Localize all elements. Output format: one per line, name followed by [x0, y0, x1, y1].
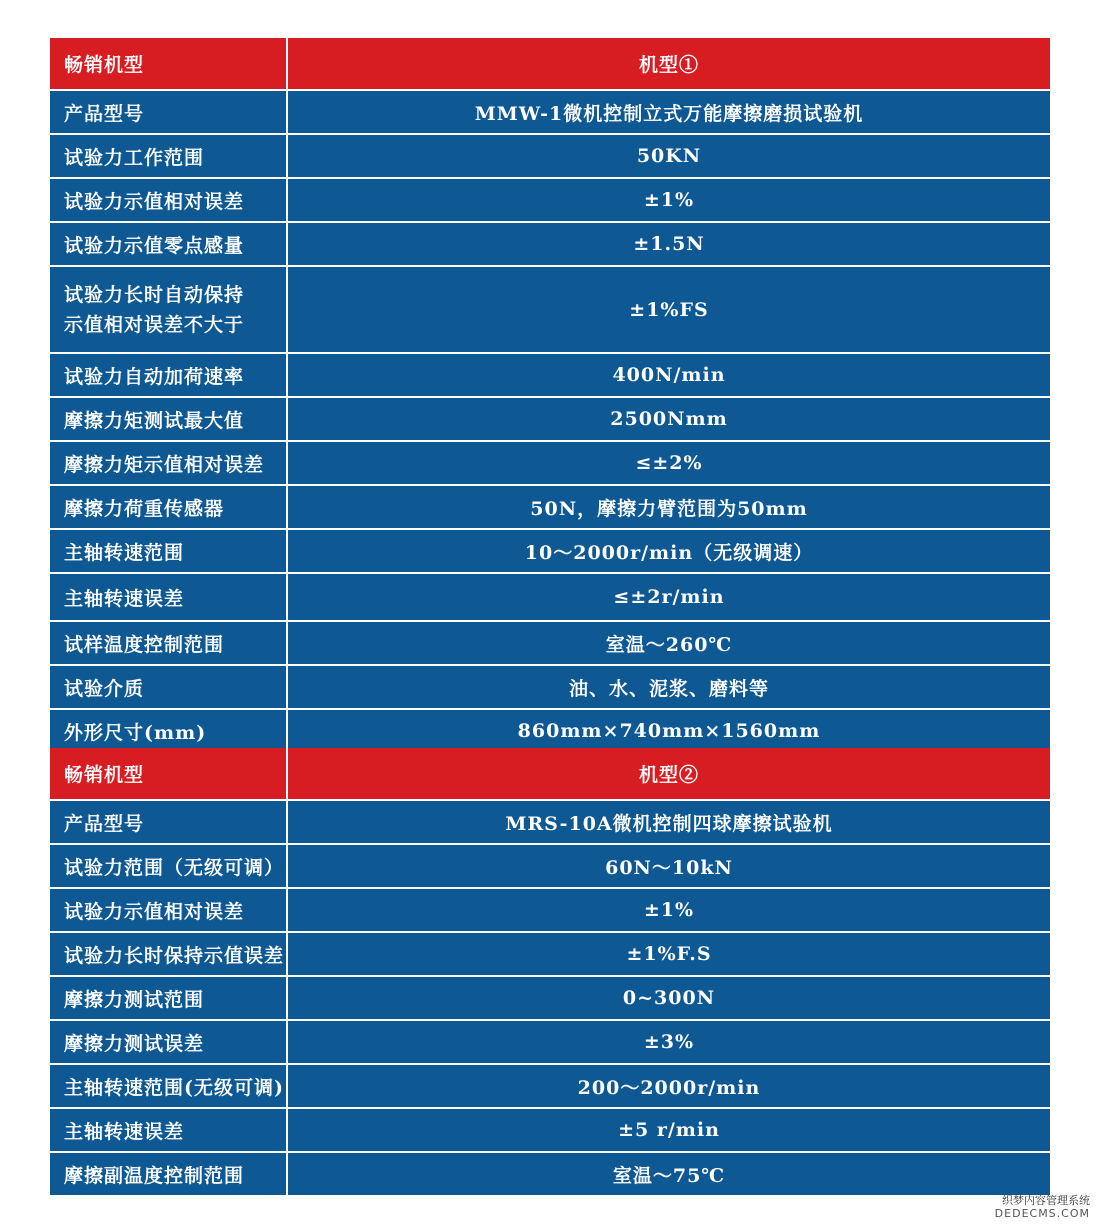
spec-value: 200～2000r/min: [288, 1065, 1050, 1109]
spec-value: 油、水、泥浆、磨料等: [288, 666, 1050, 710]
table-row: [50, 530, 1050, 574]
spec-value: ±1.5N: [288, 223, 1050, 267]
spec-value: ±3%: [288, 1021, 1050, 1065]
spec-table-body: [50, 38, 1050, 754]
header-model-title: 机型②: [288, 748, 1050, 801]
spec-label: 主轴转速范围: [50, 530, 288, 574]
spec-table-model-1: [50, 38, 1050, 754]
table-header-row: [50, 748, 1050, 801]
spec-label: 试验力工作范围: [50, 135, 288, 179]
spec-label: 试验力示值相对误差: [50, 889, 288, 933]
spec-label: 主轴转速误差: [50, 1109, 288, 1153]
table-row: [50, 135, 1050, 179]
table-row: [50, 91, 1050, 135]
table-row: [50, 223, 1050, 267]
table-row: [50, 666, 1050, 710]
spec-label: 摩擦力荷重传感器: [50, 486, 288, 530]
spec-value: 2500Nmm: [288, 398, 1050, 442]
spec-value: MRS-10A微机控制四球摩擦试验机: [288, 801, 1050, 845]
table-row: [50, 574, 1050, 622]
table-row: [50, 442, 1050, 486]
table-row: [50, 845, 1050, 889]
table-row: [50, 622, 1050, 666]
spec-label: 摩擦力矩测试最大值: [50, 398, 288, 442]
spec-label: 试验力示值相对误差: [50, 179, 288, 223]
spec-label: 试验力示值零点感量: [50, 223, 288, 267]
spec-value: ±1%: [288, 179, 1050, 223]
spec-value: 0~300N: [288, 977, 1050, 1021]
spec-label: 摩擦力矩示值相对误差: [50, 442, 288, 486]
spec-value: ±1%F.S: [288, 933, 1050, 977]
watermark-url: DEDECMS.COM: [994, 1207, 1090, 1220]
table-row: [50, 801, 1050, 845]
spec-value: ±1%: [288, 889, 1050, 933]
spec-value: ±1%FS: [288, 267, 1050, 354]
spec-label: 主轴转速范围(无级可调): [50, 1065, 288, 1109]
watermark-title: 织梦内容管理系统: [1002, 1194, 1090, 1207]
table-row: [50, 1065, 1050, 1109]
table-row: [50, 889, 1050, 933]
spec-table-body: [50, 748, 1050, 1197]
spec-label: 摩擦副温度控制范围: [50, 1153, 288, 1197]
table-row: [50, 398, 1050, 442]
spec-label: 主轴转速误差: [50, 574, 288, 622]
table-header-row: [50, 38, 1050, 91]
table-row: [50, 354, 1050, 398]
table-row: [50, 933, 1050, 977]
table-row: [50, 977, 1050, 1021]
header-label: 畅销机型: [50, 748, 288, 801]
spec-label: 试验力范围（无级可调）: [50, 845, 288, 889]
spec-table-model-2: [50, 748, 1050, 1197]
spec-value: 50KN: [288, 135, 1050, 179]
spec-value: 860mm×740mm×1560mm: [288, 710, 1050, 754]
table-row: [50, 267, 1050, 354]
header-model-title: 机型①: [288, 38, 1050, 91]
spec-value: 50N，摩擦力臂范围为50mm: [288, 486, 1050, 530]
spec-label: 摩擦力测试范围: [50, 977, 288, 1021]
spec-label: 试样温度控制范围: [50, 622, 288, 666]
table-row: [50, 179, 1050, 223]
spec-value: 室温～260℃: [288, 622, 1050, 666]
spec-label: 产品型号: [50, 801, 288, 845]
spec-label: 试验力长时保持示值误差: [50, 933, 288, 977]
spec-label: 外形尺寸(mm): [50, 710, 288, 754]
spec-value: 400N/min: [288, 354, 1050, 398]
spec-value: ≤±2%: [288, 442, 1050, 486]
spec-value: 10～2000r/min（无级调速）: [288, 530, 1050, 574]
table-row: [50, 1021, 1050, 1065]
table-row: [50, 486, 1050, 530]
spec-value: 60N～10kN: [288, 845, 1050, 889]
spec-label: 摩擦力测试误差: [50, 1021, 288, 1065]
spec-value: MMW-1微机控制立式万能摩擦磨损试验机: [288, 91, 1050, 135]
spec-value: ≤±2r/min: [288, 574, 1050, 622]
header-label: 畅销机型: [50, 38, 288, 91]
spec-label: 试验力长时自动保持 示值相对误差不大于: [50, 267, 288, 354]
spec-value: ±5 r/min: [288, 1109, 1050, 1153]
table-row: [50, 1109, 1050, 1153]
watermark: [995, 1194, 1090, 1220]
spec-label: 试验介质: [50, 666, 288, 710]
spec-label: 产品型号: [50, 91, 288, 135]
table-row: [50, 1153, 1050, 1197]
spec-label: 试验力自动加荷速率: [50, 354, 288, 398]
spec-value: 室温～75℃: [288, 1153, 1050, 1197]
